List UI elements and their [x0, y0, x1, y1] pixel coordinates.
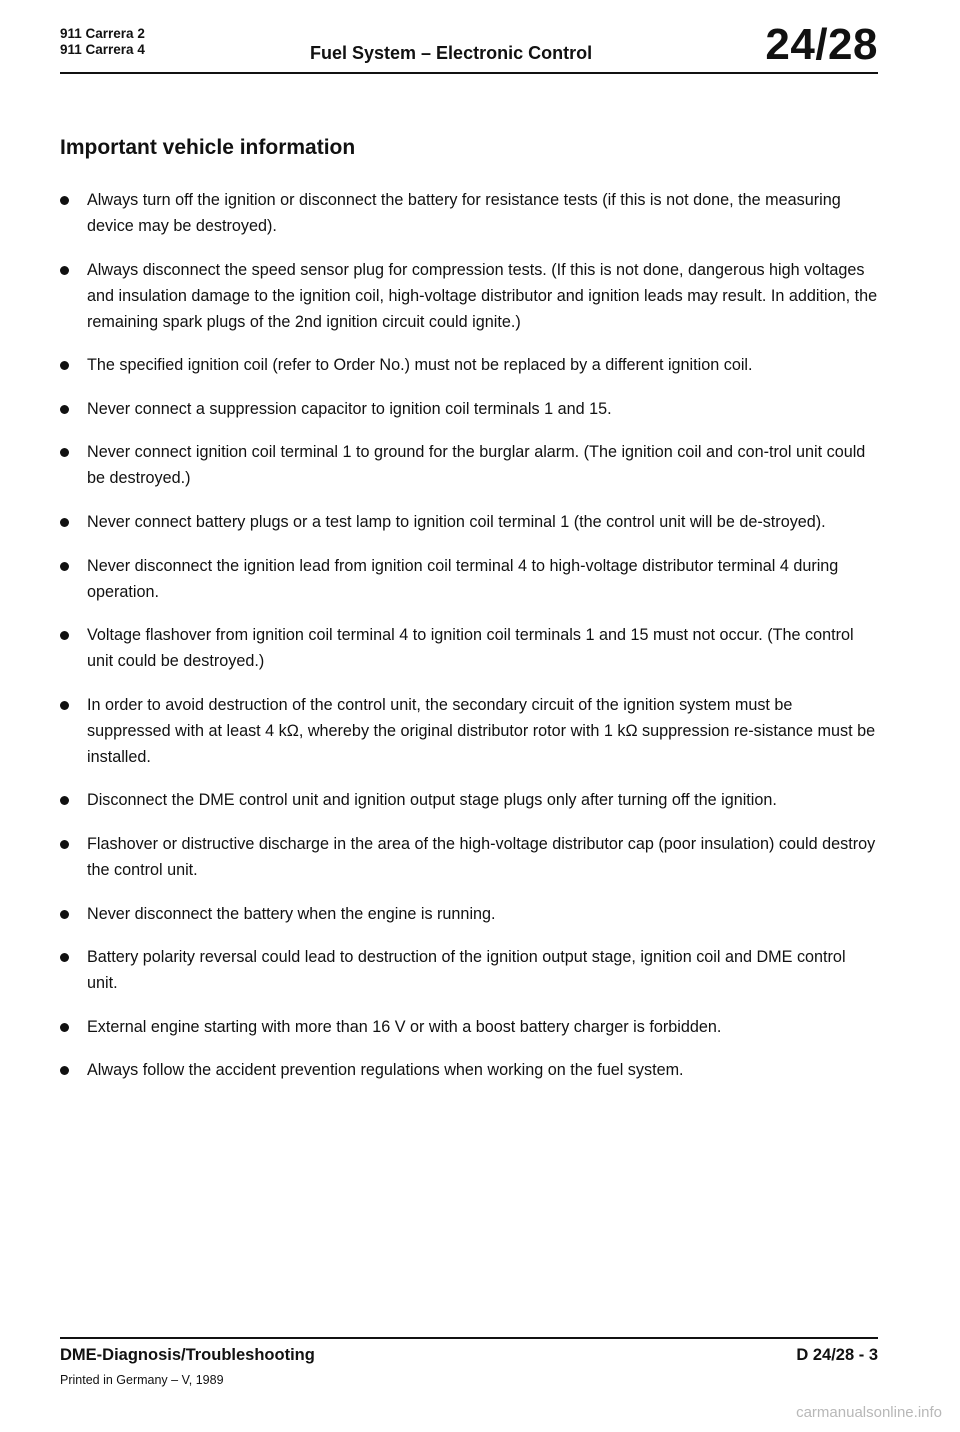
bullet-icon [60, 840, 69, 849]
note-text: External engine starting with more than 16 V or with a boost battery charger is forbidden. [87, 1017, 722, 1036]
print-note: Printed in Germany – V, 1989 [60, 1373, 224, 1387]
header-rule [60, 72, 878, 74]
note-text: Never connect a suppression capacitor to ignition coil terminals 1 and 15. [87, 399, 612, 418]
bullet-icon [60, 701, 69, 710]
bullet-icon [60, 518, 69, 527]
note-text: Always turn off the ignition or disconnect the battery for resistance tests (if this is not done, the measuring device may be destroyed). [87, 191, 841, 235]
footer-title: DME-Diagnosis/Troubleshooting [60, 1346, 315, 1364]
note-item [60, 187, 880, 239]
footer-rule [60, 1337, 878, 1339]
note-text: Voltage flashover from ignition coil terminal 4 to ignition coil terminals 1 and 15 must not occur. (The control unit could be destroyed.) [87, 626, 854, 671]
section-title: Fuel System – Electronic Control [310, 43, 593, 63]
bullet-icon [60, 361, 69, 370]
note-item [60, 352, 880, 378]
page-header [60, 22, 878, 74]
note-item [60, 692, 880, 770]
note-text: Battery polarity reversal could lead to destruction of the ignition output stage, ignition coil and DME control unit. [87, 948, 846, 993]
model-line-1: 911 Carrera 2 [60, 26, 145, 41]
bullet-icon [60, 562, 69, 571]
note-text: Never disconnect the ignition lead from ignition coil terminal 4 to high-voltage distributor terminal 4 during operation. [87, 556, 839, 601]
page-heading: Important vehicle information [60, 136, 356, 159]
bullet-icon [60, 910, 69, 919]
note-item [60, 1057, 880, 1083]
note-text: In order to avoid destruction of the control unit, the secondary circuit of the ignition system must be suppressed with at least 4 kΩ, whereby the original distributor rotor with 1 kΩ suppression re-sistance must be installed. [87, 695, 876, 766]
bullet-icon [60, 796, 69, 805]
bullet-icon [60, 196, 69, 205]
note-item [60, 439, 880, 491]
note-text: Disconnect the DME control unit and ignition output stage plugs only after turning off the ignition. [87, 791, 777, 810]
note-text: Never connect battery plugs or a test lamp to ignition coil terminal 1 (the control unit will be de-stroyed). [87, 512, 826, 531]
note-item [60, 1014, 880, 1040]
bullet-icon [60, 405, 69, 414]
note-text: Always disconnect the speed sensor plug for compression tests. (If this is not done, dangerous high voltages and insulation damage to the ignition coil, high-voltage distributor and ignition leads may result. In addition, the remaining spark plugs of the 2nd ignition circuit could ignite.) [87, 260, 878, 331]
note-item [60, 553, 880, 605]
note-text: Flashover or distructive discharge in the area of the high-voltage distributor cap (poor insulation) could destroy the control unit. [87, 834, 876, 879]
bullet-icon [60, 1066, 69, 1075]
note-item [60, 257, 880, 335]
note-text: The specified ignition coil (refer to Order No.) must not be replaced by a different ignition coil. [87, 356, 753, 375]
page-number: D 24/28 - 3 [796, 1346, 878, 1364]
bullet-icon [60, 631, 69, 640]
note-item [60, 787, 880, 813]
bullet-icon [60, 448, 69, 457]
note-item [60, 509, 880, 535]
note-item [60, 622, 880, 674]
model-line-2: 911 Carrera 4 [60, 42, 145, 57]
note-text: Always follow the accident prevention regulations when working on the fuel system. [87, 1061, 684, 1080]
note-item [60, 944, 880, 996]
note-text: Never connect ignition coil terminal 1 to ground for the burglar alarm. (The ignition coil and con-trol unit could be destroyed.) [87, 443, 866, 488]
bullet-icon [60, 1023, 69, 1032]
bullet-icon [60, 953, 69, 962]
note-text: Never disconnect the battery when the engine is running. [87, 904, 496, 923]
group-number: 24/28 [765, 20, 878, 69]
note-item [60, 901, 880, 927]
bullet-icon [60, 266, 69, 275]
note-item [60, 831, 880, 883]
watermark: carmanualsonline.info [796, 1404, 942, 1421]
note-item [60, 396, 880, 422]
notes-list [60, 187, 880, 1101]
